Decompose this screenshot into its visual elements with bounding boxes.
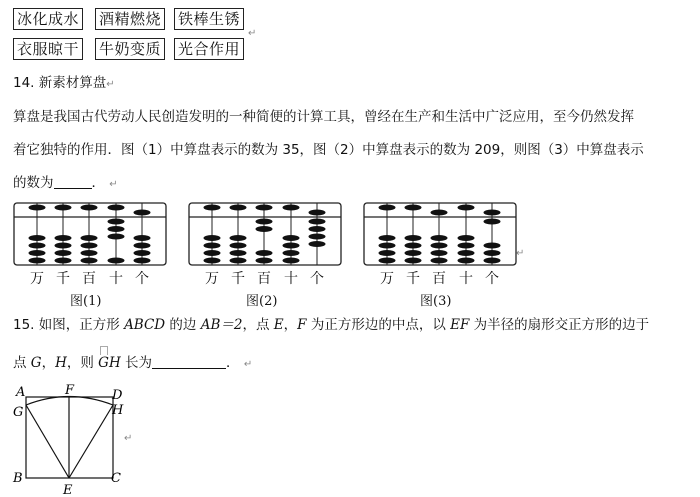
abacus-lower-bead (55, 243, 72, 249)
point-label-b: B (13, 471, 23, 486)
abacus-lower-bead (204, 250, 221, 256)
place-label: 十 (459, 271, 473, 287)
abacus-lower-bead (379, 243, 396, 249)
option-box: 冰化成水 (13, 8, 83, 30)
abacus-lower-bead (283, 243, 300, 249)
abacus-lower-bead (230, 235, 247, 241)
abacus-upper-bead (431, 210, 448, 216)
place-label: 个 (135, 271, 149, 287)
square-sector-figure (8, 380, 138, 497)
abacus-lower-bead (256, 219, 273, 225)
abacus-lower-bead (484, 258, 501, 264)
abacus-lower-bead (458, 243, 475, 249)
abacus-lower-bead (108, 226, 125, 232)
abacus-upper-bead (55, 205, 72, 211)
abacus-lower-bead (484, 243, 501, 249)
abacus-lower-bead (431, 250, 448, 256)
return-mark-icon: ↵ (243, 359, 253, 370)
figure-label-2: 图(2) (246, 294, 278, 309)
option-box: 衣服晾干 (13, 38, 83, 60)
abacus-lower-bead (283, 258, 300, 264)
abacus-2 (187, 200, 343, 268)
point-label-h: H (112, 403, 124, 418)
abacus-lower-bead (458, 235, 475, 241)
abacus-upper-bead (256, 205, 273, 211)
option-box: 光合作用 (174, 38, 244, 60)
option-box: 酒精燃烧 (95, 8, 165, 30)
abacus-lower-bead (29, 235, 46, 241)
q15-square-name: ABCD (124, 317, 166, 333)
figure-label-3: 图(3) (420, 294, 452, 309)
q15-arc-gh-text: GH (98, 355, 121, 371)
abacus-lower-bead (405, 258, 422, 264)
place-label: 千 (56, 271, 70, 287)
q15-text: 为正方形边的中点，以 (306, 317, 451, 333)
q15-point-h: H (55, 355, 67, 371)
return-mark-icon: ↵ (124, 433, 133, 444)
q15-text: ． (226, 355, 240, 371)
q15-text: 长为 (120, 355, 153, 371)
abacus-lower-bead (283, 235, 300, 241)
abacus-lower-bead (108, 234, 125, 240)
abacus-lower-bead (256, 226, 273, 232)
answer-blank (54, 174, 92, 189)
place-label: 千 (406, 271, 420, 287)
abacus-lower-bead (256, 250, 273, 256)
abacus-lower-bead (81, 258, 98, 264)
abacus-upper-bead (230, 205, 247, 211)
abacus-lower-bead (81, 235, 98, 241)
abacus-upper-bead (484, 210, 501, 216)
abacus-upper-bead (379, 205, 396, 211)
return-mark-icon: ↵ (248, 28, 257, 39)
q14-line-3-end: ． (91, 175, 105, 191)
abacus-upper-bead (81, 205, 98, 211)
q14-title-text: 14. 新素材算盘 (13, 75, 107, 91)
abacus-lower-bead (458, 258, 475, 264)
abacus-lower-bead (81, 243, 98, 249)
place-label: 个 (485, 271, 499, 287)
abacus-upper-bead (405, 205, 422, 211)
q15-side-equation: AB＝2 (200, 317, 243, 333)
abacus-lower-bead (134, 243, 151, 249)
q14-line-2: 着它独特的作用．图（1）中算盘表示的数为 35，图（2）中算盘表示的数为 209，则图（3）中算盘表示 (13, 142, 644, 158)
q15-text: ， (283, 317, 298, 333)
abacus-lower-bead (134, 250, 151, 256)
option-box: 铁棒生锈 (174, 8, 244, 30)
abacus-upper-bead (309, 210, 326, 216)
q15-point-e: E (273, 317, 284, 333)
answer-blank (152, 354, 226, 369)
q15-text: 的边 (165, 317, 201, 333)
place-label: 百 (82, 271, 96, 287)
abacus-lower-bead (458, 250, 475, 256)
abacus-lower-bead (379, 250, 396, 256)
q15-text: ，点 (242, 317, 274, 333)
abacus-lower-bead (204, 235, 221, 241)
q14-line-1: 算盘是我国古代劳动人民创造发明的一种简便的计算工具，曾经在生产和生活中广泛应用，至今仍然发挥 (13, 109, 634, 125)
place-label: 十 (284, 271, 298, 287)
abacus-lower-bead (431, 235, 448, 241)
place-label: 万 (205, 271, 219, 287)
abacus-lower-bead (431, 243, 448, 249)
return-mark-icon: ↵ (516, 248, 525, 259)
abacus-lower-bead (55, 250, 72, 256)
place-label: 千 (231, 271, 245, 287)
return-mark-icon: ↵ (106, 79, 115, 90)
abacus-upper-bead (283, 205, 300, 211)
abacus-lower-bead (484, 250, 501, 256)
place-label: 万 (380, 271, 394, 287)
abacus-lower-bead (405, 235, 422, 241)
abacus-lower-bead (431, 258, 448, 264)
abacus-upper-bead (134, 210, 151, 216)
place-label: 十 (109, 271, 123, 287)
point-label-f: F (65, 383, 75, 398)
abacus-upper-bead (108, 205, 125, 211)
abacus-lower-bead (29, 258, 46, 264)
q15-text: 为半径的扇形交正方形的边于 (469, 317, 650, 333)
place-label: 个 (310, 271, 324, 287)
q14-line-3 (13, 174, 118, 194)
abacus-lower-bead (134, 258, 151, 264)
q15-arc-gh (98, 354, 121, 372)
q15-text: ，则 (66, 355, 99, 371)
q15-segment-ef: EF (450, 317, 470, 333)
abacus-lower-bead (283, 250, 300, 256)
q15-text: ， (41, 355, 56, 371)
abacus-3 (362, 200, 518, 268)
abacus-lower-bead (405, 250, 422, 256)
abacus-lower-bead (256, 258, 273, 264)
abacus-lower-bead (29, 250, 46, 256)
abacus-lower-bead (81, 250, 98, 256)
abacus-1 (12, 200, 168, 268)
segment-eh (69, 405, 113, 478)
abacus-upper-bead (29, 205, 46, 211)
abacus-lower-bead (134, 235, 151, 241)
abacus-lower-bead (230, 250, 247, 256)
abacus-lower-bead (55, 258, 72, 264)
q15-line-2 (13, 354, 252, 374)
arc-symbol-icon (100, 346, 108, 355)
abacus-upper-bead (204, 205, 221, 211)
abacus-lower-bead (204, 258, 221, 264)
abacus-lower-bead (309, 226, 326, 232)
point-label-c: C (111, 471, 121, 486)
return-mark-icon: ↵ (109, 179, 118, 190)
q15-text: 点 (13, 355, 31, 371)
point-label-d: D (112, 388, 123, 403)
abacus-lower-bead (309, 241, 326, 247)
q15-point-f: F (297, 317, 307, 333)
abacus-lower-bead (29, 243, 46, 249)
q15-text: 15. 如图，正方形 (13, 317, 125, 333)
abacus-lower-bead (309, 234, 326, 240)
place-label: 百 (432, 271, 446, 287)
abacus-lower-bead (405, 243, 422, 249)
point-label-a: A (16, 385, 26, 400)
abacus-upper-bead (458, 205, 475, 211)
q15-line-1 (13, 316, 649, 334)
abacus-lower-bead (484, 219, 501, 225)
place-label: 万 (30, 271, 44, 287)
q14-line-3-text: 的数为 (13, 175, 54, 191)
option-box: 牛奶变质 (95, 38, 165, 60)
abacus-lower-bead (379, 258, 396, 264)
point-label-e: E (63, 483, 73, 497)
place-label: 百 (257, 271, 271, 287)
abacus-lower-bead (108, 219, 125, 225)
figure-label-1: 图(1) (70, 294, 102, 309)
abacus-lower-bead (204, 243, 221, 249)
abacus-lower-bead (309, 219, 326, 225)
abacus-lower-bead (230, 258, 247, 264)
segment-eg (26, 405, 69, 478)
q15-point-g: G (30, 355, 42, 371)
abacus-lower-bead (55, 235, 72, 241)
q14-title (13, 74, 115, 94)
abacus-lower-bead (379, 235, 396, 241)
abacus-lower-bead (230, 243, 247, 249)
point-label-g: G (13, 405, 24, 420)
abacus-lower-bead (108, 258, 125, 264)
